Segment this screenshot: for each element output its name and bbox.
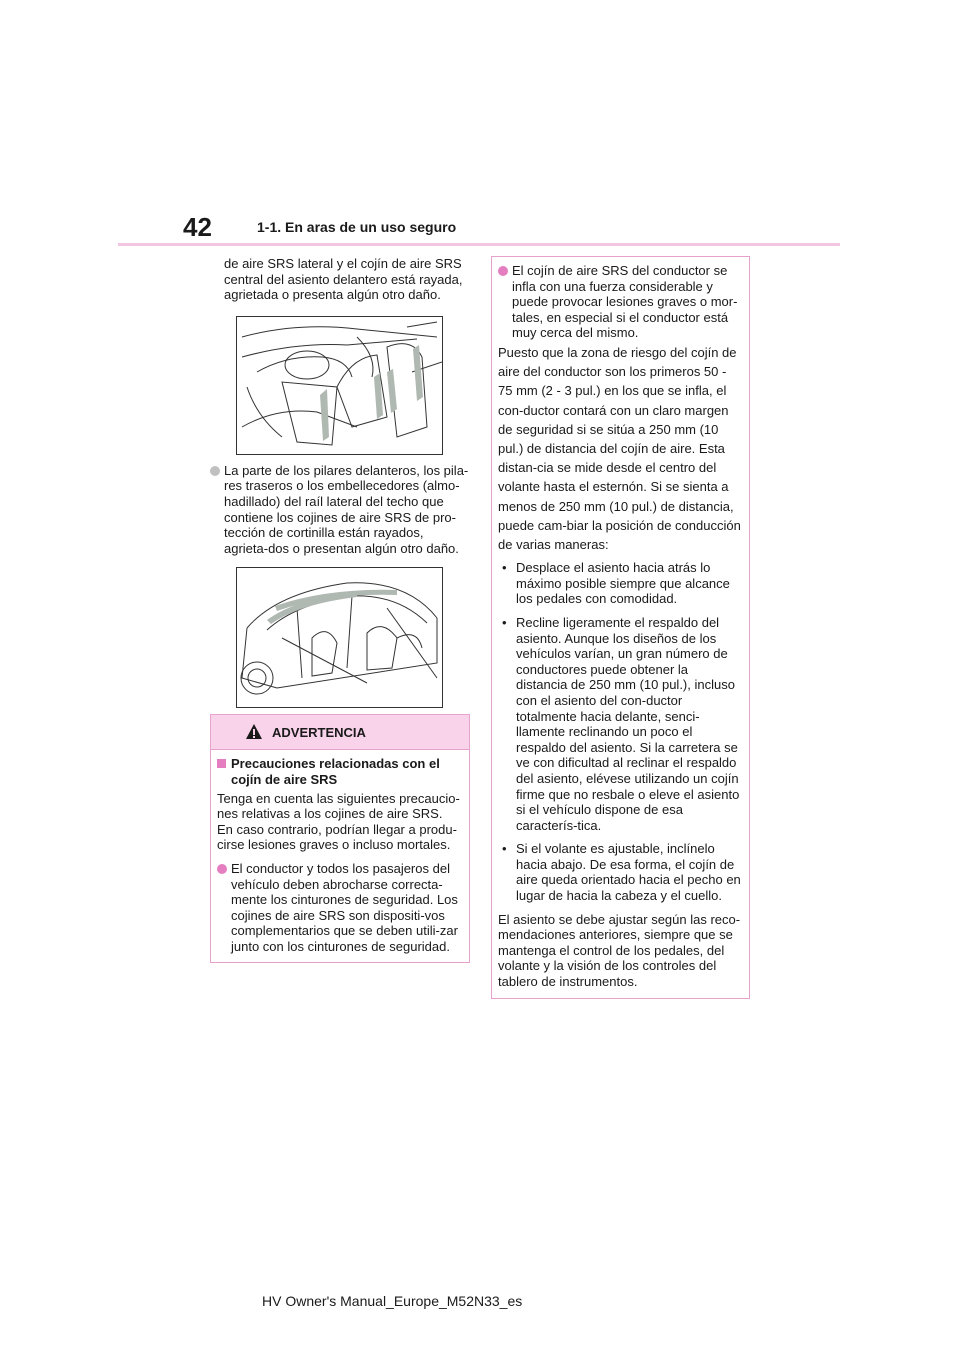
warning-heading (217, 756, 461, 787)
warning-title: ADVERTENCIA (272, 725, 366, 741)
dash-bullet-icon: • (502, 841, 507, 857)
driver-airbag-text: El cojín de aire SRS del conductor se infla con una fuerza considerable y puede provocar lesiones graves o mor-tales, en especial si el conductor está muy cerca del mismo. (512, 263, 738, 341)
warning-heading-text: Precauciones relacionadas con el cojín de aire SRS (231, 756, 440, 787)
front-seat-illustration (236, 316, 443, 455)
bullet-dot-icon (498, 266, 508, 276)
page-number: 42 (183, 212, 212, 242)
footer-text: HV Owner's Manual_Europe_M52N33_es (262, 1293, 523, 1309)
warning-text: Tenga en cuenta las siguientes precaucio-nes relativas a los cojines de aire SRS. En caso contrario, podrían llegar a produ-cirse lesiones graves o incluso mortales. (217, 790, 460, 853)
left-column (210, 256, 470, 963)
warning-box (210, 714, 470, 963)
dash-bullet-icon: • (502, 560, 507, 576)
dash-bullet-icon: • (502, 614, 507, 630)
dash-item-wheel (498, 841, 741, 903)
seatbelt-text: El conductor y todos los pasajeros del vehículo deben abrocharse correcta-mente los cinturones de seguridad. Los cojines de aire SRS son dispositi-vos complementarios que se deben utili-zar junto con los cinturones de seguridad. (231, 860, 458, 954)
driver-airbag-box (491, 256, 750, 999)
dash-item-seat (498, 560, 741, 607)
square-bullet-icon (217, 759, 226, 768)
dash-item-text: Desplace el asiento hacia atrás lo máximo posible siempre que alcance los pedales con comodidad. (516, 560, 730, 607)
pillar-damage-text: La parte de los pilares delanteros, los pila-res traseros o los embellecedores (almo-hadillado) del raíl lateral del techo que contiene los cojines de aire SRS de pro-tección de cortinilla están rayados, agrieta-dos o presentan algún otro daño. (224, 462, 469, 556)
side-curtain-illustration (236, 567, 443, 708)
pillar-damage-bullet (210, 463, 470, 557)
risk-zone-text: Puesto que la zona de riesgo del cojín de aire del conductor son los primeros 50 - 75 mm (2 - 3 pul.) en los que se infla, el con-ductor contará con un claro margen de seguridad si se sitúa a 250 mm (10 pul.) de distancia del cojín de aire. Esta distan-cia se mide desde el centro del volante hasta el esternón. Si se sienta a menos de 250 mm (10 pul.) de distancia, puede cam-biar la posición de conducción de varias maneras: (498, 344, 741, 552)
dash-item-recline (498, 615, 741, 833)
closing-text: El asiento se debe ajustar según las reco-mendaciones anteriores, siempre que se mantenga el control de los pedales, del volante y la visión de los controles del tablero de instrumentos. (498, 911, 741, 990)
warning-header (211, 715, 469, 750)
intro-text: de aire SRS lateral y el cojín de aire SRS central del asiento delantero está rayada, agrietada o presenta algún otro daño. (224, 256, 463, 303)
right-column (491, 256, 750, 999)
dash-item-text: Recline ligeramente el respaldo del asiento. Aunque los diseños de los vehículos varían, un gran número de conductores puede obtener la distancia de 250 mm (10 pul.), incluso con el asiento del con-ductor totalmente hacia delante, senci-llamente reclinando un poco el respaldo del asiento. Si la carretera se ve con dificultad al reclinar el respaldo del asiento, elévese utilizando un cojín firme que no resbale o eleve el asiento si el vehículo dispone de esa caracterís-tica. (516, 614, 740, 833)
header-rule (118, 243, 840, 246)
section-title: 1-1. En aras de un uso seguro (257, 219, 457, 235)
warning-body (211, 750, 469, 962)
driver-airbag-bullet (498, 263, 741, 341)
bullet-dot-icon (217, 864, 227, 874)
dash-item-text: Si el volante es ajustable, inclínelo hacia abajo. De esa forma, el cojín de aire queda orientado hacia el pecho en lugar de hacia la cabeza y el cuello. (516, 841, 741, 904)
bullet-dot-icon (210, 466, 220, 476)
warning-triangle-icon (245, 723, 263, 740)
seatbelt-bullet (217, 861, 461, 955)
